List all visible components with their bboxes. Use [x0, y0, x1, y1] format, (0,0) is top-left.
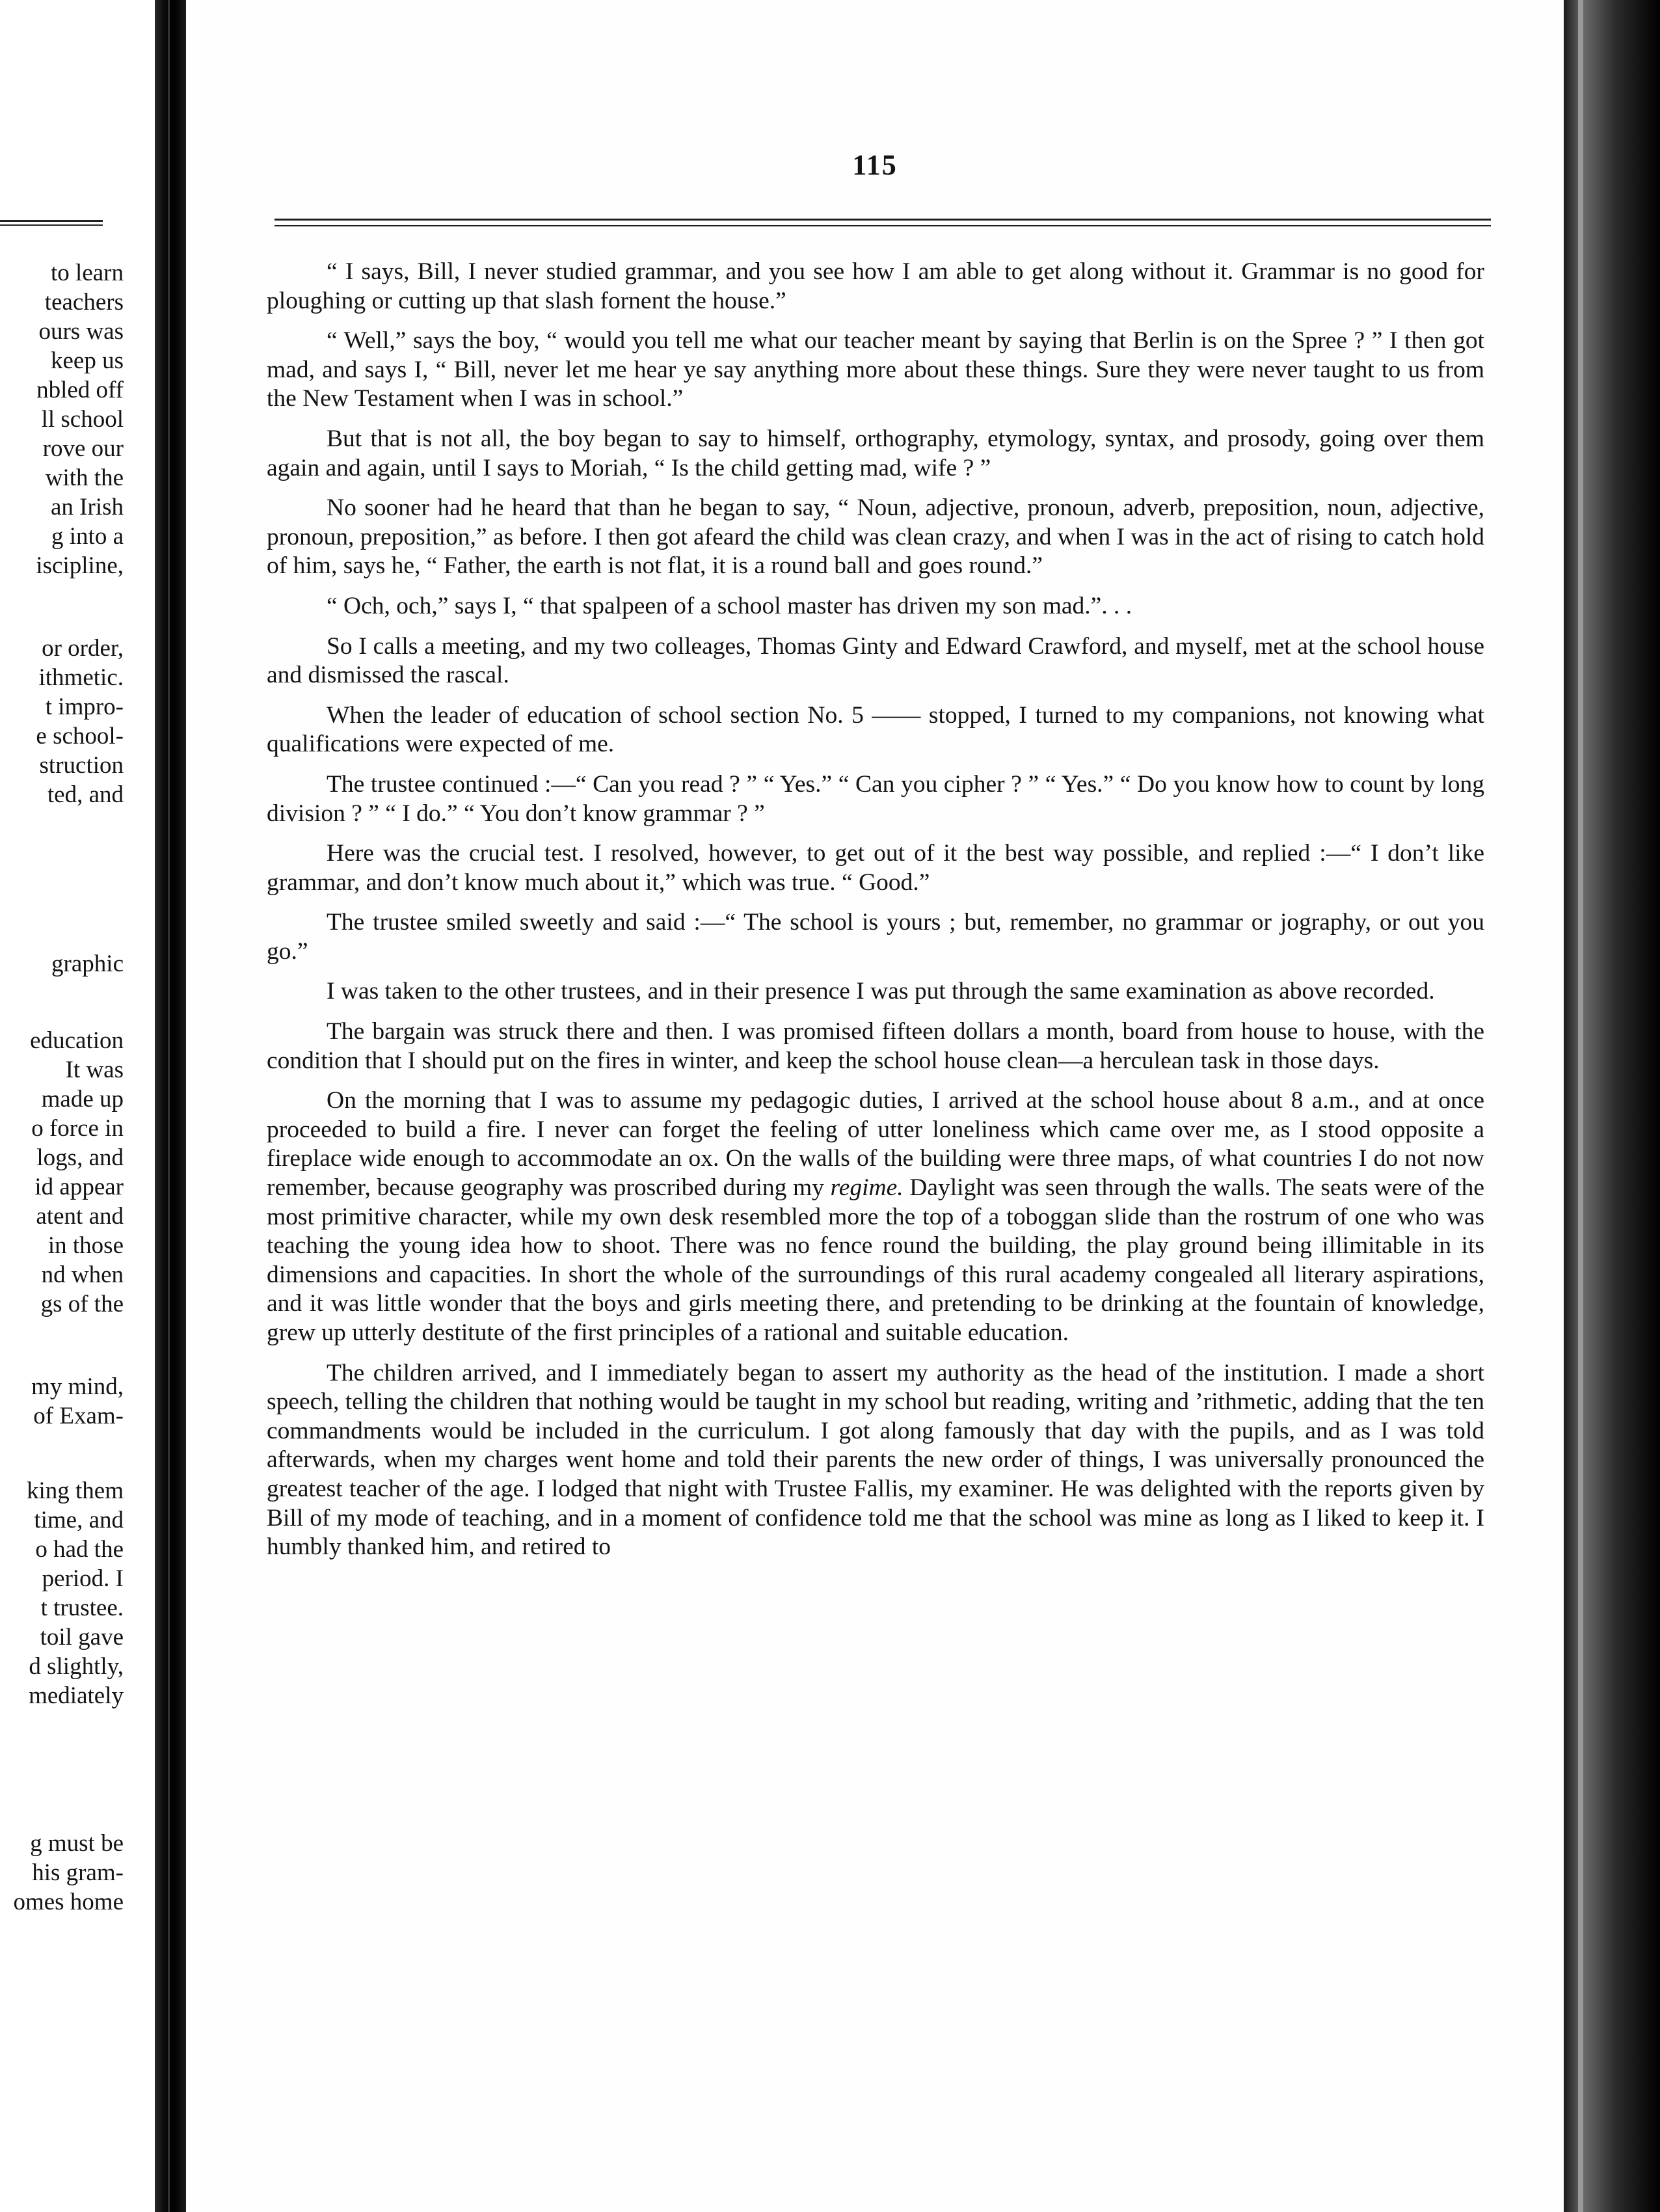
header-rule [274, 219, 1491, 226]
left-page-line: ll school [41, 406, 124, 433]
paragraph: The trustee continued :—“ Can you read ? ” “ Yes.” “ Can you cipher ? ” “ Yes.” “ Do you know how to count by long division ? ” “ I do.” “ You don’t know grammar ? ” [267, 770, 1484, 827]
page-gutter [155, 0, 186, 2212]
left-page-line: g must be [30, 1830, 124, 1857]
left-page-line: nbled off [36, 377, 124, 403]
paragraph: “ Well,” says the boy, “ would you tell me what our teacher meant by saying that Berlin is on the Spree ? ” I then got mad, and says I, “ Bill, never let me hear ye say anything more about these things. Sure they were never taught to us from the New Testament when I was in school.” [267, 327, 1484, 412]
left-page-line: time, and [34, 1507, 124, 1533]
left-page-line: made up [41, 1086, 124, 1113]
left-page-line: gs of the [40, 1291, 124, 1317]
left-page-fragment [0, 0, 155, 2212]
body-text [267, 258, 1484, 1573]
left-page-line: king them [26, 1477, 124, 1504]
left-page-line: ours was [38, 318, 124, 345]
paragraph: I was taken to the other trustees, and in their presence I was put through the same examination as above recorded. [327, 978, 1435, 1005]
paragraph: The trustee smiled sweetly and said :—“ The school is yours ; but, remember, no grammar or jography, or out you go.” [267, 909, 1484, 965]
left-page-line: iscipline, [36, 552, 124, 579]
paragraph-last: The children arrived, and I immediately began to assert my authority as the head of the institution. I made a short speech, telling the children that nothing would be taught in my school but reading, writing and ’rithmetic, adding that the ten commandments would be included in the curriculum. I got along famously that day with the pupils, and as I was told afterwards, when my charges went home and told their parents the new order of things, I was universally pronounced the greatest teacher of the age. I lodged that night with Trustee Fallis, my examiner. He was delighted with the reports given by Bill of my mode of teaching, and in a moment of confidence told me that the school was mine as long as I liked to keep it. I humbly thanked him, and retired to [267, 1359, 1484, 1561]
left-page-line: e school- [36, 723, 124, 749]
left-page-rule [0, 220, 103, 226]
left-page-line: with the [45, 465, 124, 491]
left-page-line: ted, and [47, 781, 124, 808]
page-number: 115 [852, 149, 898, 181]
left-page-line: g into a [51, 523, 124, 550]
left-page-line: struction [39, 752, 124, 779]
paragraph: But that is not all, the boy began to say to himself, orthography, etymology, syntax, and prosody, going over them again and again, until I says to Moriah, “ Is the child getting mad, wife ? ” [267, 425, 1484, 481]
regime-italic-word: regime. [830, 1174, 904, 1202]
right-edge-strip [1578, 0, 1583, 2212]
regime-text-before: On the morning that I was to assume my pedagogic duties, I arrived at the school house about 8 a.m., and at once proceeded to build a fire. I never can forget the feeling of utter loneliness which came over me, as I stood opposite a fireplace wide enough to accommodate an ox. On the walls of the building were three maps, of what countries I do not now remember, because geography was proscribed during my [267, 1087, 1484, 1202]
left-page-line: or order, [42, 635, 124, 662]
paragraph: So I calls a meeting, and my two colleages, Thomas Ginty and Edward Crawford, and myself, met at the school house and dismissed the rascal. [267, 632, 1484, 689]
left-page-line: graphic [51, 951, 124, 977]
left-page-line: period. I [42, 1565, 124, 1592]
left-page-line: logs, and [36, 1144, 124, 1171]
left-page-line: of Exam- [33, 1403, 124, 1429]
left-page-line: ithmetic. [38, 664, 124, 691]
left-page-line: nd when [41, 1261, 124, 1288]
left-page-line: rove our [42, 435, 124, 462]
left-page-line: toil gave [40, 1624, 124, 1651]
left-page-line: o had the [35, 1536, 124, 1563]
paragraph: “ I says, Bill, I never studied grammar, and you see how I am able to get along without it. Grammar is no good for ploughing or cutting up that slash fornent the house.” [267, 258, 1484, 314]
paragraph: “ Och, och,” says I, “ that spalpeen of a school master has driven my son mad.”. . . [327, 592, 1132, 619]
left-page-line: education [30, 1027, 124, 1054]
right-page-edge [1564, 0, 1660, 2212]
left-page-line: omes home [13, 1889, 124, 1915]
left-page-line: mediately [29, 1682, 124, 1709]
regime-text-after: Daylight was seen through the walls. The seats were of the most primitive character, while my own desk resembled more the top of a toboggan slide than the rostrum of one who was teaching the young idea how to shoot. There was no fence round the building, the play ground being illimitable in its dimensions and capacities. In short the whole of the surroundings of this rural academy congealed all literary aspirations, and it was little wonder that the boys and girls meeting there, and pretending to be drinking at the fountain of knowledge, grew up utterly destitute of the first principles of a rational and suitable education. [267, 1174, 1484, 1346]
left-page-line: atent and [36, 1203, 124, 1230]
paragraph: No sooner had he heard that than he began to say, “ Noun, adjective, pronoun, adverb, preposition, noun, adjective, pronoun, preposition,” as before. I then got afeard the child was clean crazy, and when I was in the act of rising to catch hold of him, says he, “ Father, the earth is not flat, it is a round ball and goes round.” [267, 494, 1484, 580]
left-page-line: to learn [51, 260, 124, 286]
paragraph: The bargain was struck there and then. I was promised fifteen dollars a month, board from house to house, with the condition that I should put on the fires in winter, and keep the school house clean—a herculean task in those days. [267, 1018, 1484, 1074]
left-page-line: t impro- [45, 694, 124, 720]
paragraph-regime [267, 1086, 1484, 1347]
left-page-line: my mind, [31, 1373, 124, 1400]
left-page-line: id appear [34, 1174, 124, 1200]
left-page-line: an Irish [51, 494, 124, 520]
gutter-line [168, 0, 170, 2212]
left-page-line: t trustee. [40, 1595, 124, 1621]
left-page-line: in those [47, 1232, 124, 1259]
left-page-line: It was [65, 1057, 124, 1083]
left-page-line: d slightly, [29, 1653, 124, 1680]
left-page-line: his gram- [32, 1859, 124, 1886]
left-page-line: teachers [44, 289, 124, 316]
left-page-line: o force in [31, 1115, 124, 1142]
paragraph: When the leader of education of school section No. 5 —— stopped, I turned to my companions, not knowing what qualifications were expected of me. [267, 701, 1484, 758]
main-page [186, 0, 1564, 2212]
paragraph: Here was the crucial test. I resolved, however, to get out of it the best way possible, and replied :—“ I don’t like grammar, and don’t know much about it,” which was true. “ Good.” [267, 840, 1484, 896]
left-page-line: keep us [51, 347, 124, 374]
